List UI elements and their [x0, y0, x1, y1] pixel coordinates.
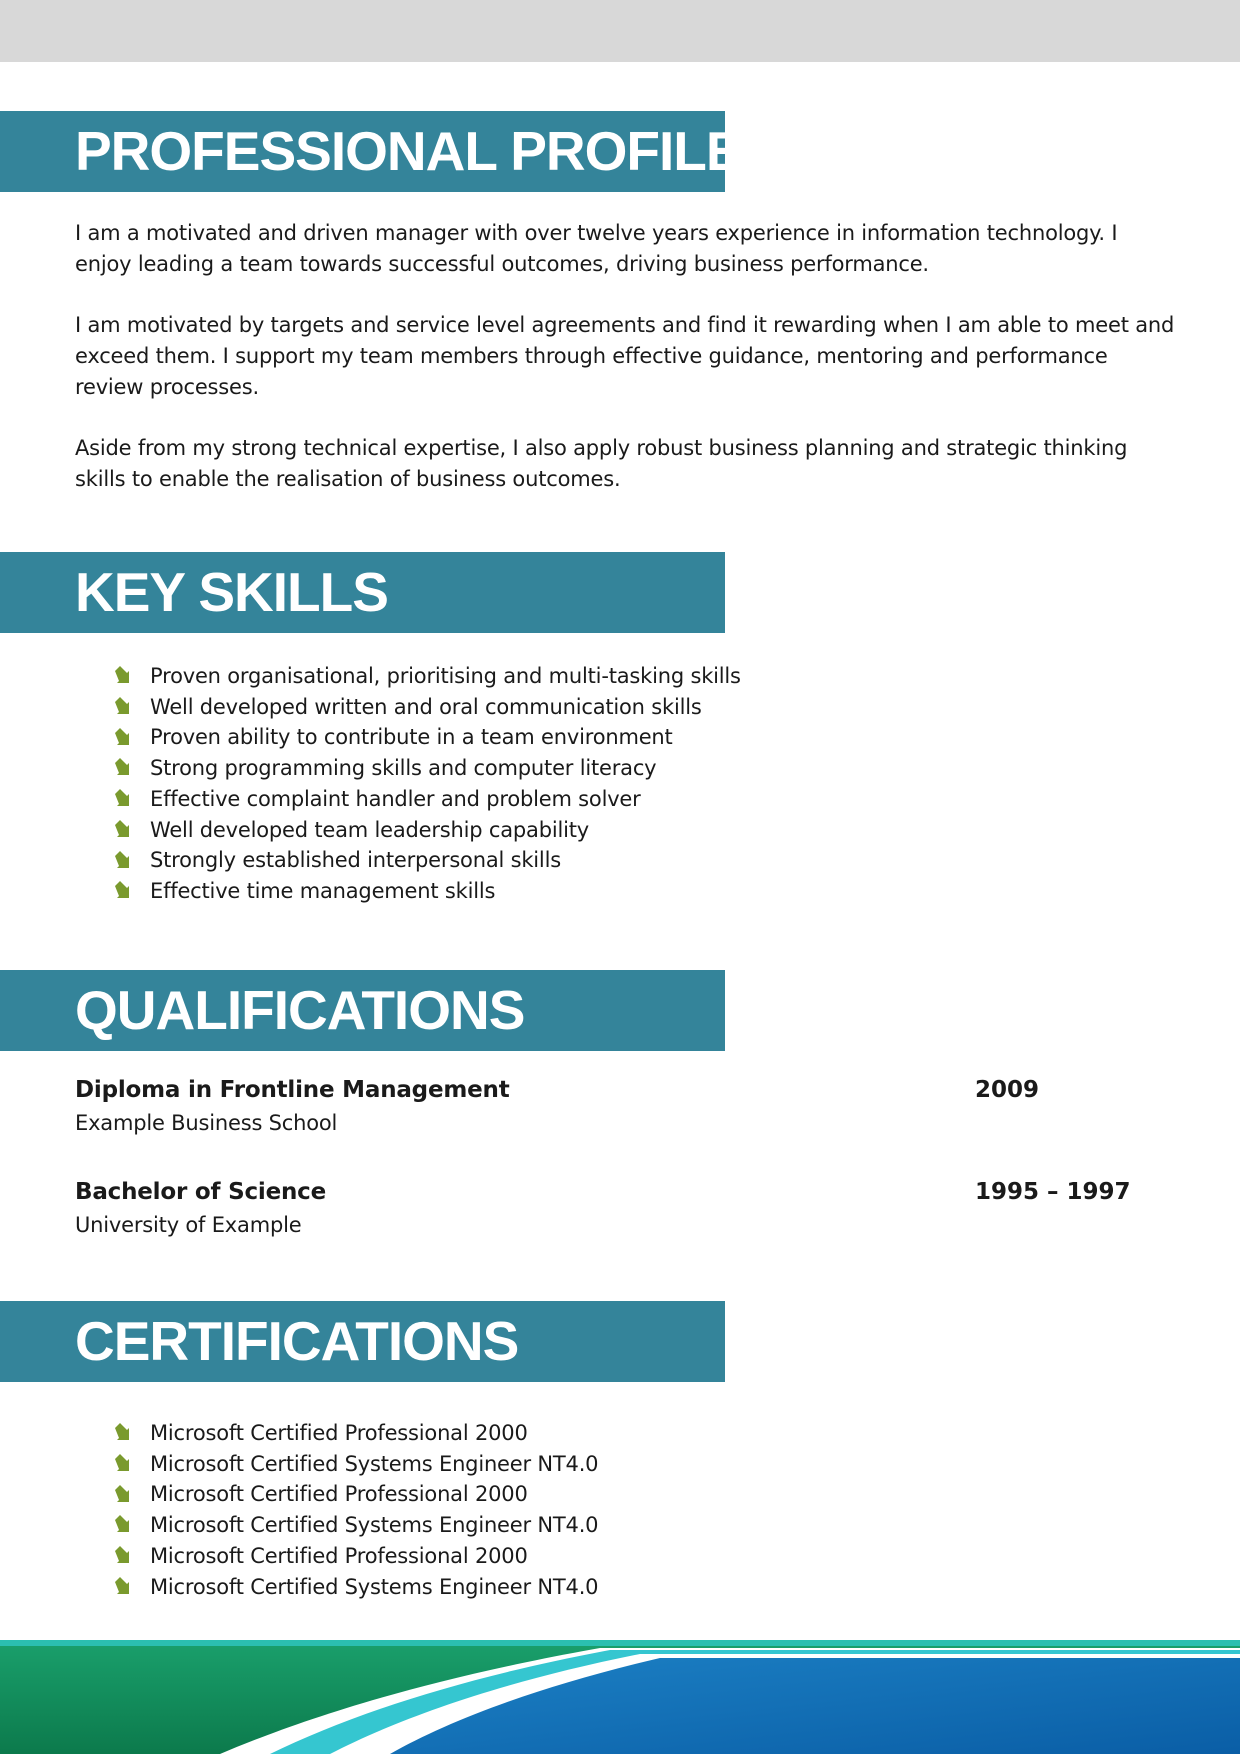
- list-item: [112, 722, 741, 753]
- arrow-down-right-icon: [112, 1485, 132, 1505]
- qualification-entry: [75, 1074, 1135, 1140]
- certifications-heading: CERTIFICATIONS: [75, 1310, 519, 1372]
- certifications-list: [112, 1418, 598, 1602]
- certification-label: Microsoft Certified Systems Engineer NT4.0: [150, 1451, 599, 1476]
- qualifications-heading: QUALIFICATIONS: [75, 979, 525, 1041]
- arrow-down-right-icon: [112, 820, 132, 840]
- arrow-down-right-icon: [112, 1577, 132, 1597]
- arrow-down-right-icon: [112, 1515, 132, 1535]
- arrow-down-right-icon: [112, 789, 132, 809]
- arrow-down-right-icon: [112, 758, 132, 778]
- list-item: [112, 1418, 598, 1449]
- skills-list: [112, 661, 741, 907]
- skill-label: Proven ability to contribute in a team environment: [150, 725, 673, 750]
- certification-label: Microsoft Certified Professional 2000: [150, 1482, 528, 1507]
- list-item: [112, 784, 741, 815]
- skill-label: Well developed team leadership capability: [150, 817, 589, 842]
- certification-label: Microsoft Certified Systems Engineer NT4.0: [150, 1574, 599, 1599]
- arrow-down-right-icon: [112, 666, 132, 686]
- section-header-certifications: [0, 1301, 725, 1382]
- footer-wave: [0, 1640, 1240, 1754]
- list-item: [112, 1479, 598, 1510]
- arrow-down-right-icon: [112, 728, 132, 748]
- certification-label: Microsoft Certified Systems Engineer NT4.0: [150, 1513, 599, 1538]
- skills-heading: KEY SKILLS: [75, 561, 388, 623]
- list-item: [112, 1449, 598, 1480]
- list-item: [112, 753, 741, 784]
- list-item: [112, 815, 741, 846]
- arrow-down-right-icon: [112, 1454, 132, 1474]
- skill-label: Proven organisational, prioritising and multi-tasking skills: [150, 664, 741, 688]
- profile-paragraph: Aside from my strong technical expertise, I also apply robust business planning and strategic thinking skills to enable the realisation of business outcomes.: [75, 436, 1128, 491]
- skill-label: Strong programming skills and computer literacy: [150, 756, 657, 781]
- section-header-skills: [0, 552, 725, 633]
- skill-label: Effective complaint handler and problem solver: [150, 786, 641, 811]
- qualification-title: Bachelor of Science: [75, 1179, 326, 1205]
- list-item: [112, 1510, 598, 1541]
- qualification-school: University of Example: [75, 1213, 302, 1237]
- arrow-down-right-icon: [112, 697, 132, 717]
- arrow-down-right-icon: [112, 851, 132, 871]
- section-header-profile: [0, 111, 742, 192]
- list-item: [112, 661, 741, 692]
- section-header-qualifications: [0, 970, 725, 1051]
- arrow-down-right-icon: [112, 1423, 132, 1443]
- list-item: [112, 845, 741, 876]
- certification-label: Microsoft Certified Professional 2000: [150, 1421, 528, 1445]
- list-item: [112, 1541, 598, 1572]
- skill-label: Strongly established interpersonal skills: [150, 848, 561, 873]
- profile-paragraph: I am a motivated and driven manager with over twelve years experience in information technology. I enjoy leading a team towards successful outcomes, driving business performance.: [75, 221, 1118, 276]
- list-item: [112, 692, 741, 723]
- list-item: [112, 1572, 598, 1603]
- certification-label: Microsoft Certified Professional 2000: [150, 1543, 528, 1568]
- arrow-down-right-icon: [112, 881, 132, 901]
- skill-label: Effective time management skills: [150, 878, 496, 903]
- top-band: [0, 0, 1240, 62]
- qualification-entry: [75, 1176, 1135, 1242]
- profile-text: [75, 218, 1175, 525]
- qualification-year: 2009: [975, 1077, 1040, 1103]
- list-item: [112, 876, 741, 907]
- skill-label: Well developed written and oral communication skills: [150, 694, 702, 719]
- arrow-down-right-icon: [112, 1546, 132, 1566]
- qualification-year: 1995 – 1997: [975, 1179, 1131, 1205]
- profile-heading: PROFESSIONAL PROFILE: [75, 120, 742, 182]
- qualification-school: Example Business School: [75, 1111, 338, 1135]
- qualification-title: Diploma in Frontline Management: [75, 1077, 510, 1103]
- profile-paragraph: I am motivated by targets and service level agreements and find it rewarding when I am able to meet and exceed them. I support my team members through effective guidance, mentoring and performance review processes.: [75, 313, 1175, 399]
